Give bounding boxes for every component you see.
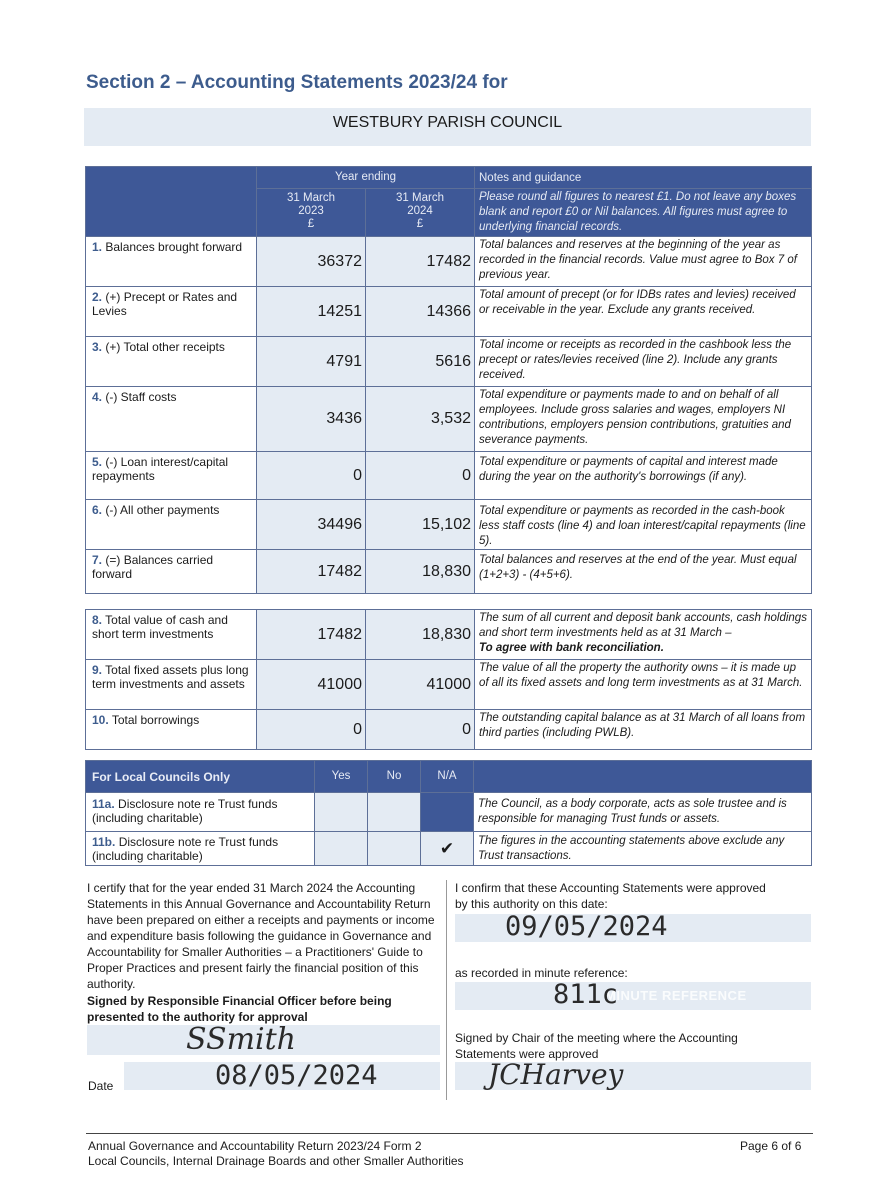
row-label: 11a. Disclosure note re Trust funds (including charitable)	[86, 793, 315, 832]
footer-rule	[86, 1133, 813, 1134]
yes-header: Yes	[315, 761, 368, 793]
value-2024: 0	[366, 710, 475, 750]
value-2023: 0	[257, 452, 366, 500]
local-header-blank	[474, 761, 812, 793]
value-2023: 17482	[257, 610, 366, 660]
row-note: Total balances and reserves at the end of the year. Must equal (1+2+3) - (4+5+6).	[475, 550, 812, 594]
table-row	[86, 832, 812, 866]
value-2023: 14251	[257, 287, 366, 337]
table-row	[86, 793, 812, 832]
assets-borrowings-table	[85, 609, 812, 750]
row-note: Total amount of precept (or for IDBs rates and levies) received or receivable in the year. Exclude any grants received.	[475, 287, 812, 337]
row-note: The value of all the property the authority owns – it is made up of all its fixed assets and long term investments as at 31 March.	[475, 660, 812, 710]
minute-reference: 811c	[553, 979, 619, 1010]
value-2024: 14366	[366, 287, 475, 337]
value-2024: 18,830	[366, 550, 475, 594]
value-2024: 5616	[366, 337, 475, 387]
date-label: Date	[88, 1079, 114, 1093]
row-note: Total income or receipts as recorded in the cashbook less the precept or rates/levies received (line 2). Include any grants received.	[475, 337, 812, 387]
rfo-signed-label: Signed by Responsible Financial Officer before being presented to the authority for approval	[87, 994, 392, 1024]
value-2023: 0	[257, 710, 366, 750]
chair-signature-label: Signed by Chair of the meeting where the Accounting Statements were approved	[455, 1031, 738, 1061]
row-note: The outstanding capital balance as at 31 March of all loans from third parties (including PWLB).	[475, 710, 812, 750]
table-row	[86, 237, 812, 287]
year-ending-header: Year ending	[257, 167, 475, 189]
table-row	[86, 550, 812, 594]
approval-date: 09/05/2024	[505, 911, 668, 942]
col-2024-header: 31 March 2024 £	[366, 189, 475, 237]
council-name-box	[84, 108, 811, 146]
value-2024: 15,102	[366, 500, 475, 550]
row-label: 11b. Disclosure note re Trust funds (including charitable)	[86, 832, 315, 866]
na-box-11a	[421, 793, 474, 832]
minute-reference-label: as recorded in minute reference:	[455, 966, 628, 980]
value-2023: 3436	[257, 387, 366, 452]
na-header: N/A	[421, 761, 474, 793]
page-title: Section 2 – Accounting Statements 2023/24 for	[86, 72, 508, 93]
value-2024: 41000	[366, 660, 475, 710]
row-label: 8. Total value of cash and short term investments	[86, 610, 257, 660]
row-note: The Council, as a body corporate, acts as sole trustee and is responsible for managing Trust funds or assets.	[474, 793, 812, 832]
value-2023: 34496	[257, 500, 366, 550]
council-name: WESTBURY PARISH COUNCIL	[332, 114, 563, 131]
row-label: 6. (-) All other payments	[86, 500, 257, 550]
value-2023: 17482	[257, 550, 366, 594]
row-note: Total balances and reserves at the beginning of the year as recorded in the financial records. Value must agree to Box 7 of previous year.	[475, 237, 812, 287]
col-2023-header: 31 March 2023 £	[257, 189, 366, 237]
table-row	[86, 452, 812, 500]
na-checkmark-11b[interactable]: ✔	[421, 832, 474, 866]
value-2023: 41000	[257, 660, 366, 710]
row-note: Total expenditure or payments as recorded in the cash-book less staff costs (line 4) and loan interest/capital repayments (line 5).	[475, 500, 812, 550]
table-row	[86, 337, 812, 387]
footer-authorities: Local Councils, Internal Drainage Boards and other Smaller Authorities	[88, 1154, 464, 1168]
value-2023: 4791	[257, 337, 366, 387]
table-row	[86, 710, 812, 750]
local-councils-heading: For Local Councils Only	[86, 761, 315, 793]
table-row	[86, 387, 812, 452]
row-note: Total expenditure or payments made to and on behalf of all employees. Include gross salaries and wages, employers NI contributions, employers pension contributions, gratuities and severance payments.	[475, 387, 812, 452]
row-label: 4. (-) Staff costs	[86, 387, 257, 452]
row-label: 3. (+) Total other receipts	[86, 337, 257, 387]
no-header: No	[368, 761, 421, 793]
row-label: 1. Balances brought forward	[86, 237, 257, 287]
page-number: Page 6 of 6	[740, 1139, 802, 1153]
value-2024: 17482	[366, 237, 475, 287]
header-blank	[86, 167, 257, 237]
chair-signature: JCHarvey	[488, 1058, 624, 1091]
row-label: 5. (-) Loan interest/capital repayments	[86, 452, 257, 500]
notes-guidance-header: Notes and guidance	[475, 167, 812, 189]
row-note: The sum of all current and deposit bank accounts, cash holdings and short term investments held as at 31 March – To agree with bank reconciliation.	[475, 610, 812, 660]
no-box-11a[interactable]	[368, 793, 421, 832]
value-2024: 3,532	[366, 387, 475, 452]
value-2023: 36372	[257, 237, 366, 287]
rfo-date: 08/05/2024	[215, 1060, 378, 1091]
column-divider	[446, 880, 447, 1100]
value-2024: 0	[366, 452, 475, 500]
local-councils-table	[85, 760, 812, 866]
minute-reference-placeholder: MINUTE REFERENCE	[605, 988, 747, 1003]
row-note: The figures in the accounting statements above exclude any Trust transactions.	[474, 832, 812, 866]
row-label: 2. (+) Precept or Rates and Levies	[86, 287, 257, 337]
accounting-statements-table	[85, 166, 812, 594]
yes-box-11a[interactable]	[315, 793, 368, 832]
row-label: 10. Total borrowings	[86, 710, 257, 750]
footer-form-title: Annual Governance and Accountability Return 2023/24 Form 2	[88, 1139, 422, 1153]
guidance-text: Please round all figures to nearest £1. Do not leave any boxes blank and report £0 or Nil balances. All figures must agree to underlying financial records.	[475, 189, 812, 237]
table-row	[86, 500, 812, 550]
row-note: Total expenditure or payments of capital and interest made during the year on the authority's borrowings (if any).	[475, 452, 812, 500]
table-row	[86, 287, 812, 337]
yes-box-11b[interactable]	[315, 832, 368, 866]
bank-reconciliation-note: To agree with bank reconciliation.	[479, 642, 664, 654]
no-box-11b[interactable]	[368, 832, 421, 866]
approval-confirmation-text: I confirm that these Accounting Statements were approved by this authority on this date:	[455, 881, 766, 911]
rfo-certification-text: I certify that for the year ended 31 March 2024 the Accounting Statements in this Annual Governance and Accountability Return have been prepared on either a receipts and payments or income and expenditure basis following the guidance in Governance and Accountability for Smaller Authorities – a Practitioners' Guide to Proper Practices and present fairly the financial position of this authority.	[87, 881, 435, 991]
minute-reference-box[interactable]	[455, 982, 811, 1010]
table-row	[86, 660, 812, 710]
table-row	[86, 610, 812, 660]
value-2024: 18,830	[366, 610, 475, 660]
row-label: 7. (=) Balances carried forward	[86, 550, 257, 594]
row-label: 9. Total fixed assets plus long term investments and assets	[86, 660, 257, 710]
rfo-signature: SSmith	[186, 1022, 296, 1057]
